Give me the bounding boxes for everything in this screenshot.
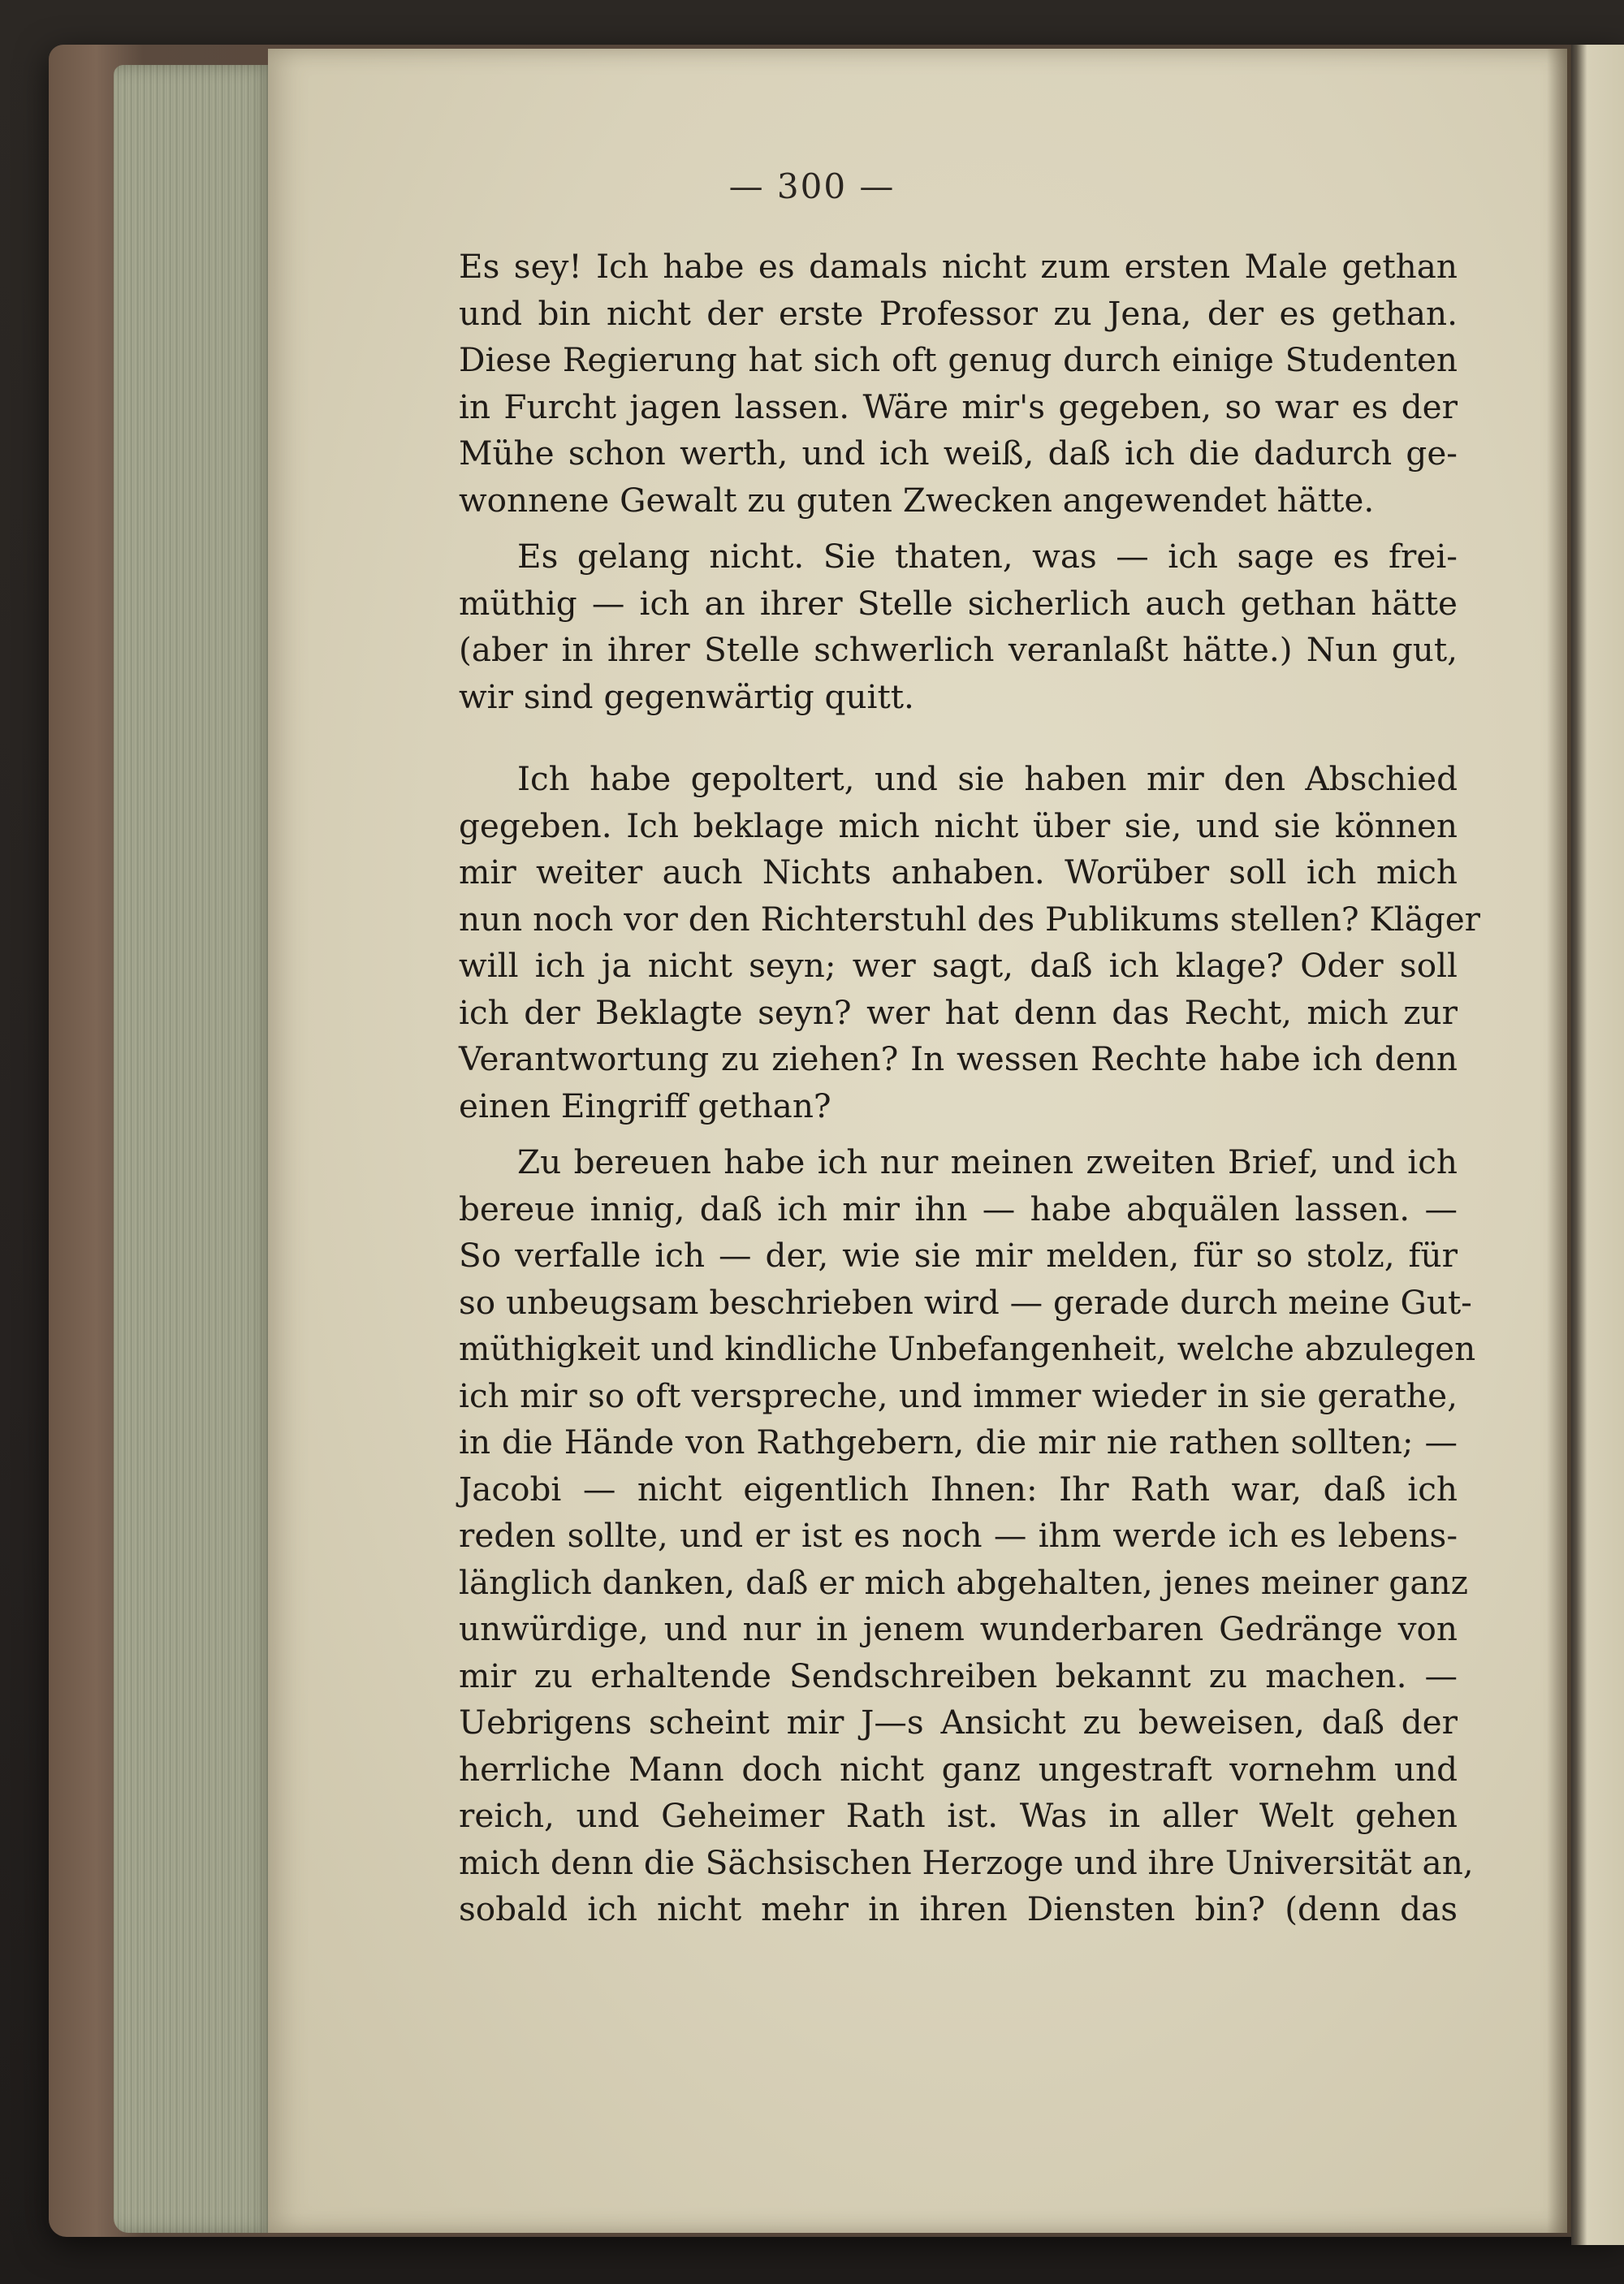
- text-line: in Furcht jagen lassen. Wäre mir's gegeben, so war es der: [459, 386, 1458, 426]
- paragraph-3: [459, 756, 1481, 1129]
- text-line: ich mir so oft verspreche, und immer wieder in sie gerathe,: [459, 1375, 1458, 1415]
- text-line: Uebrigens scheint mir J—s Ansicht zu beweisen, daß der: [459, 1703, 1458, 1742]
- text-line: müthig — ich an ihrer Stelle sicherlich auch gethan hätte: [459, 583, 1458, 623]
- text-line: so unbeugsam beschrieben wird — gerade durch meine Gut-: [459, 1282, 1472, 1322]
- text-line: Diese Regierung hat sich oft genug durch einige Studenten: [459, 340, 1458, 379]
- text-line: sobald ich nicht mehr in ihren Diensten bin? (denn das: [459, 1889, 1458, 1928]
- page-number: — 300 —: [728, 166, 896, 206]
- text-line: einen Eingriff gethan?: [459, 1086, 831, 1125]
- paragraph-4: [459, 1139, 1476, 1933]
- text-line: Mühe schon werth, und ich weiß, daß ich die dadurch ge-: [459, 434, 1458, 473]
- text-line: Zu bereuen habe ich nur meinen zweiten Brief, und ich: [517, 1142, 1458, 1181]
- text-line: und bin nicht der erste Professor zu Jena, der es gethan.: [459, 293, 1458, 333]
- page-body-text: [459, 244, 1481, 1933]
- text-line: will ich ja nicht seyn; wer sagt, daß ich klage? Oder soll: [459, 946, 1458, 985]
- text-line: Jacobi — nicht eigentlich Ihnen: Ihr Rath war, daß ich: [459, 1469, 1458, 1509]
- text-line: Ich habe gepoltert, und sie haben mir den Abschied: [517, 759, 1458, 798]
- facing-page-sliver: [1571, 45, 1624, 2245]
- paragraph-2: [459, 533, 1458, 720]
- text-line: (aber in ihrer Stelle schwerlich veranlaßt hätte.) Nun gut,: [459, 630, 1458, 669]
- page-edges: [114, 65, 276, 2233]
- paragraph-1: [459, 244, 1458, 524]
- text-line: bereue innig, daß ich mir ihn — habe abquälen lassen. —: [459, 1189, 1458, 1228]
- text-line: länglich danken, daß er mich abgehalten, jenes meiner ganz: [459, 1562, 1468, 1602]
- text-line: ich der Beklagte seyn? wer hat denn das Recht, mich zur: [459, 992, 1458, 1032]
- text-line: unwürdige, und nur in jenem wunderbaren Gedränge von: [459, 1609, 1458, 1648]
- text-line: herrliche Mann doch nicht ganz ungestraft vornehm und: [459, 1749, 1458, 1789]
- text-line: reich, und Geheimer Rath ist. Was in aller Welt gehen: [459, 1796, 1458, 1835]
- text-line: nun noch vor den Richterstuhl des Publikums stellen? Kläger: [459, 899, 1481, 939]
- text-line: Es sey! Ich habe es damals nicht zum ersten Male gethan: [459, 247, 1458, 286]
- text-line: wir sind gegenwärtig quitt.: [459, 676, 914, 716]
- text-line: gegeben. Ich beklage mich nicht über sie, und sie können: [459, 805, 1458, 845]
- text-line: So verfalle ich — der, wie sie mir melden, für so stolz, für: [459, 1236, 1458, 1275]
- text-line: in die Hände von Rathgebern, die mir nie rathen sollten; —: [459, 1423, 1458, 1462]
- text-line: mir zu erhaltende Sendschreiben bekannt zu machen. —: [459, 1656, 1458, 1695]
- text-line: mich denn die Sächsischen Herzoge und ihre Universität an,: [459, 1842, 1474, 1882]
- text-line: müthigkeit und kindliche Unbefangenheit, welche abzulegen: [459, 1329, 1476, 1368]
- text-line: mir weiter auch Nichts anhaben. Worüber soll ich mich: [459, 853, 1458, 892]
- text-line: wonnene Gewalt zu guten Zwecken angewendet hätte.: [459, 480, 1375, 520]
- text-line: reden sollte, und er ist es noch — ihm werde ich es lebens-: [459, 1516, 1458, 1555]
- text-line: Verantwortung zu ziehen? In wessen Rechte habe ich denn: [459, 1039, 1458, 1078]
- text-line: Es gelang nicht. Sie thaten, was — ich sage es frei-: [517, 537, 1458, 576]
